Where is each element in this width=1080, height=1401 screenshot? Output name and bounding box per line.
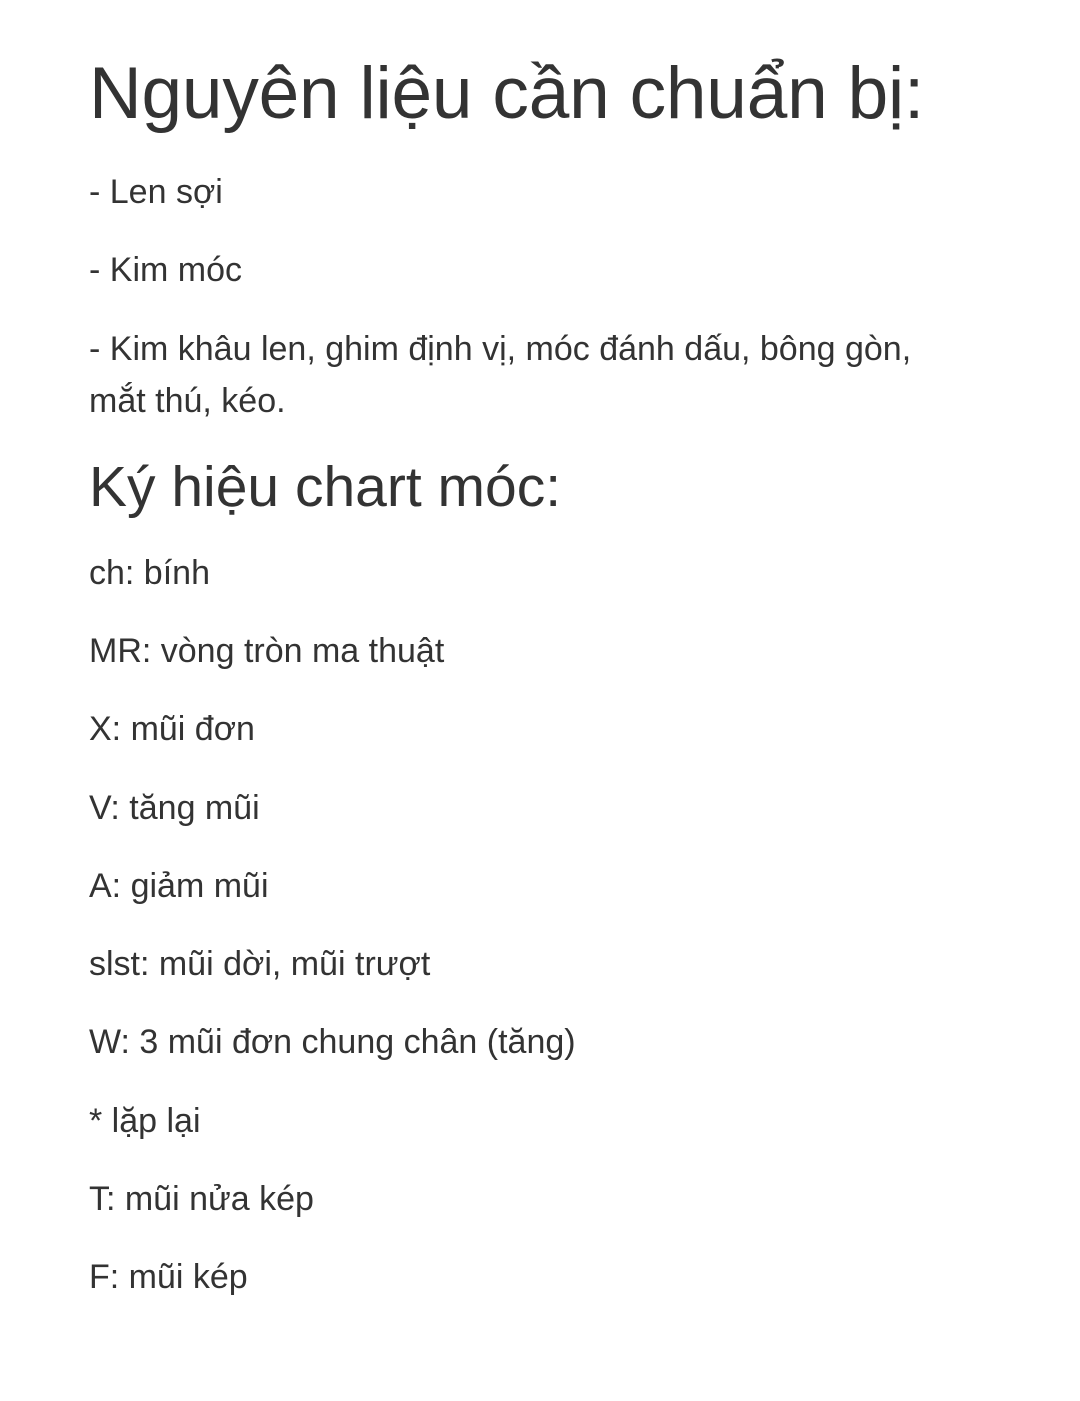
materials-item: - Kim khâu len, ghim định vị, móc đánh dấu, bông gòn, [89, 330, 912, 368]
symbol-item: F: mũi kép [89, 1258, 248, 1296]
materials-item: - Kim móc [89, 251, 242, 289]
symbol-item: * lặp lại [89, 1102, 201, 1140]
symbol-item: ch: bính [89, 554, 210, 592]
symbol-item: X: mũi đơn [89, 710, 255, 748]
symbols-heading: Ký hiệu chart móc: [89, 455, 562, 519]
symbol-item: V: tăng mũi [89, 789, 260, 827]
materials-item-continued: mắt thú, kéo. [89, 382, 286, 420]
symbol-item: slst: mũi dời, mũi trượt [89, 945, 431, 983]
materials-item: - Len sợi [89, 173, 223, 211]
symbol-item: A: giảm mũi [89, 867, 269, 905]
symbol-item: W: 3 mũi đơn chung chân (tăng) [89, 1023, 576, 1061]
symbol-item: T: mũi nửa kép [89, 1180, 314, 1218]
materials-heading: Nguyên liệu cần chuẩn bị: [89, 53, 925, 134]
symbol-item: MR: vòng tròn ma thuật [89, 632, 445, 670]
